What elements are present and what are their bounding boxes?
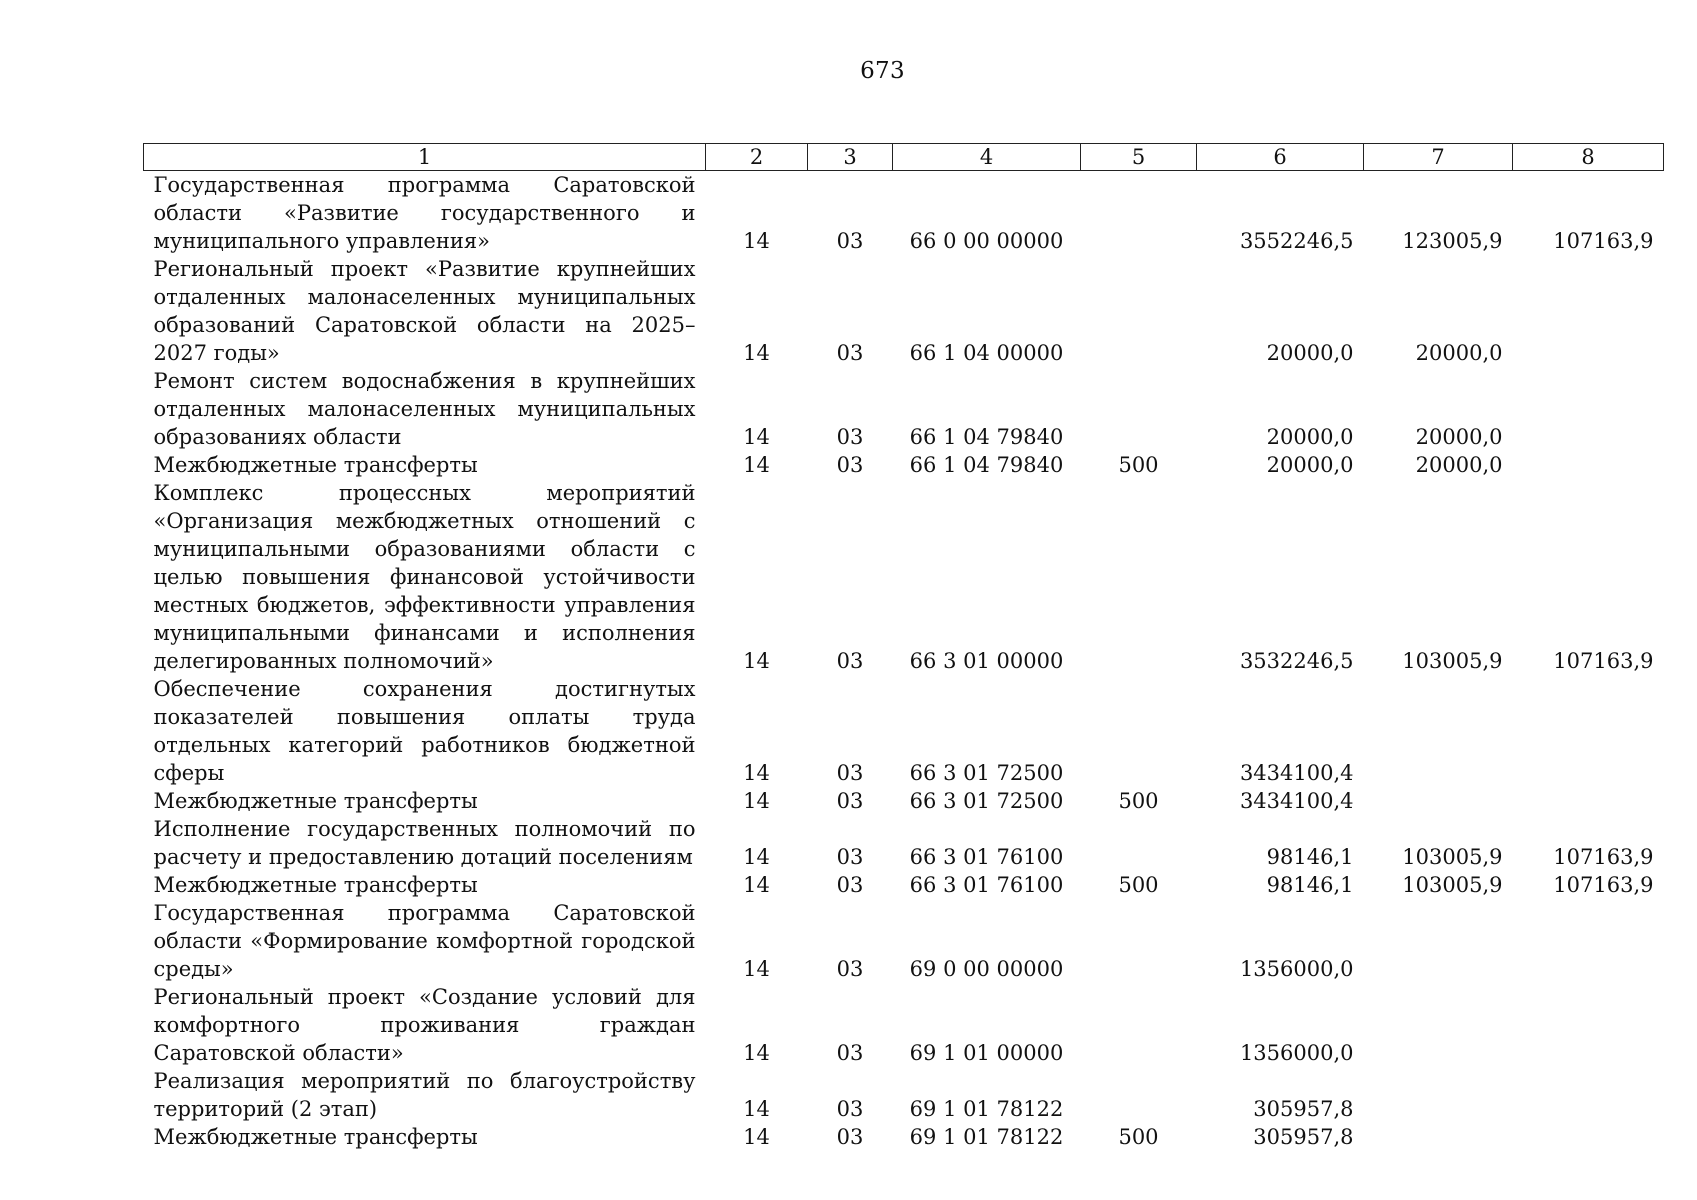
row-name: Реализация мероприятий по благоустройству территорий (2 этап) — [153, 1069, 696, 1121]
row-subsection: 03 — [836, 957, 864, 981]
header-row — [144, 144, 1664, 171]
row-expense-type — [1081, 899, 1197, 983]
budget-table — [143, 143, 1664, 1151]
row-target-code: 69 1 01 78122 — [909, 1125, 1064, 1149]
header-col-4: 4 — [893, 144, 1081, 171]
row-target-code: 66 3 01 00000 — [909, 649, 1064, 673]
row-name: Межбюджетные трансферты — [153, 1125, 478, 1149]
row-value-col6: 98146,1 — [1266, 845, 1354, 869]
row-subsection: 03 — [836, 845, 864, 869]
row-value-col6: 1356000,0 — [1239, 1041, 1354, 1065]
row-section: 14 — [743, 1125, 770, 1149]
row-expense-type — [1081, 675, 1197, 787]
row-target-code: 66 1 04 00000 — [909, 341, 1064, 365]
row-section: 14 — [743, 453, 770, 477]
row-subsection: 03 — [836, 229, 864, 253]
row-expense-type — [1081, 171, 1197, 256]
row-section: 14 — [743, 761, 770, 785]
row-section: 14 — [743, 425, 770, 449]
table-row — [144, 787, 1664, 815]
row-value-col7: 103005,9 — [1402, 873, 1503, 897]
row-expense-type — [1081, 479, 1197, 675]
table-row — [144, 815, 1664, 871]
row-value-col7 — [1364, 675, 1513, 787]
table-row — [144, 367, 1664, 451]
row-section: 14 — [743, 649, 770, 673]
header-col-6: 6 — [1197, 144, 1364, 171]
row-target-code: 66 3 01 76100 — [909, 845, 1064, 869]
row-subsection: 03 — [836, 873, 864, 897]
row-value-col8 — [1513, 899, 1664, 983]
row-subsection: 03 — [836, 1041, 864, 1065]
header-col-1: 1 — [144, 144, 706, 171]
row-value-col6: 3434100,4 — [1239, 761, 1354, 785]
table-row — [144, 479, 1664, 675]
row-subsection: 03 — [836, 649, 864, 673]
row-value-col7 — [1364, 1123, 1513, 1151]
row-value-col6: 20000,0 — [1266, 425, 1354, 449]
row-value-col6: 305957,8 — [1253, 1097, 1354, 1121]
table-header — [144, 144, 1664, 171]
row-target-code: 66 3 01 72500 — [909, 761, 1064, 785]
row-value-col7 — [1364, 899, 1513, 983]
row-value-col8 — [1513, 675, 1664, 787]
row-name: Комплекс процессных мероприятий «Организация межбюджетных отношений с муниципальными образованиями области с целью повышения финансовой устойчивости местных бюджетов, эффективности управления муниципальными финансами и исполнения делегированных полномочий» — [153, 481, 696, 673]
row-target-code: 66 1 04 79840 — [909, 425, 1064, 449]
row-section: 14 — [743, 957, 770, 981]
row-subsection: 03 — [836, 341, 864, 365]
row-target-code: 66 1 04 79840 — [909, 453, 1064, 477]
row-name: Исполнение государственных полномочий по расчету и предоставлению дотаций поселениям — [153, 817, 696, 869]
row-name: Государственная программа Саратовской области «Формирование комфортной городской среды» — [153, 901, 696, 981]
row-section: 14 — [743, 845, 770, 869]
row-expense-type — [1081, 983, 1197, 1067]
row-value-col7: 103005,9 — [1402, 845, 1503, 869]
row-value-col8: 107163,9 — [1553, 873, 1654, 897]
page-number: 673 — [860, 58, 905, 84]
table-row — [144, 675, 1664, 787]
row-subsection: 03 — [836, 1125, 864, 1149]
row-name: Межбюджетные трансферты — [153, 873, 478, 897]
row-name: Ремонт систем водоснабжения в крупнейших отдаленных малонаселенных муниципальных образованиях области — [153, 369, 696, 449]
row-target-code: 66 0 00 00000 — [909, 229, 1064, 253]
row-section: 14 — [743, 229, 770, 253]
header-col-8: 8 — [1513, 144, 1664, 171]
row-expense-type: 500 — [1118, 453, 1159, 477]
row-value-col6: 20000,0 — [1266, 341, 1354, 365]
row-value-col6: 3532246,5 — [1239, 649, 1354, 673]
row-name: Межбюджетные трансферты — [153, 789, 478, 813]
row-expense-type: 500 — [1118, 1125, 1159, 1149]
row-expense-type — [1081, 1067, 1197, 1123]
row-value-col8 — [1513, 787, 1664, 815]
table-row — [144, 1067, 1664, 1123]
row-value-col6: 20000,0 — [1266, 453, 1354, 477]
header-col-5: 5 — [1081, 144, 1197, 171]
row-name: Государственная программа Саратовской области «Развитие государственного и муниципального управления» — [153, 173, 696, 253]
row-value-col6: 305957,8 — [1253, 1125, 1354, 1149]
row-value-col8 — [1513, 367, 1664, 451]
row-value-col7 — [1364, 1067, 1513, 1123]
row-value-col8 — [1513, 983, 1664, 1067]
table-body — [144, 171, 1664, 1152]
row-target-code: 66 3 01 72500 — [909, 789, 1064, 813]
row-target-code: 69 1 01 78122 — [909, 1097, 1064, 1121]
row-name: Региональный проект «Развитие крупнейших отдаленных малонаселенных муниципальных образований Саратовской области на 2025–2027 годы» — [153, 257, 696, 365]
row-subsection: 03 — [836, 425, 864, 449]
row-section: 14 — [743, 789, 770, 813]
row-subsection: 03 — [836, 1097, 864, 1121]
row-expense-type — [1081, 367, 1197, 451]
row-expense-type — [1081, 815, 1197, 871]
row-value-col8: 107163,9 — [1553, 229, 1654, 253]
row-subsection: 03 — [836, 789, 864, 813]
row-value-col7: 20000,0 — [1415, 425, 1503, 449]
table-row — [144, 255, 1664, 367]
table-row — [144, 899, 1664, 983]
row-section: 14 — [743, 1097, 770, 1121]
row-value-col7 — [1364, 983, 1513, 1067]
header-col-2: 2 — [706, 144, 808, 171]
row-section: 14 — [743, 1041, 770, 1065]
row-value-col8: 107163,9 — [1553, 845, 1654, 869]
row-value-col7: 20000,0 — [1415, 341, 1503, 365]
row-expense-type — [1081, 255, 1197, 367]
row-value-col6: 1356000,0 — [1239, 957, 1354, 981]
table-row — [144, 983, 1664, 1067]
row-value-col8: 107163,9 — [1553, 649, 1654, 673]
row-value-col8 — [1513, 1123, 1664, 1151]
row-value-col6: 3434100,4 — [1239, 789, 1354, 813]
row-value-col7: 20000,0 — [1415, 453, 1503, 477]
row-name: Обеспечение сохранения достигнутых показателей повышения оплаты труда отдельных категорий работников бюджетной сферы — [153, 677, 696, 785]
row-value-col7: 123005,9 — [1402, 229, 1503, 253]
row-target-code: 69 1 01 00000 — [909, 1041, 1064, 1065]
row-value-col8 — [1513, 451, 1664, 479]
row-target-code: 69 0 00 00000 — [909, 957, 1064, 981]
row-expense-type: 500 — [1118, 789, 1159, 813]
row-section: 14 — [743, 341, 770, 365]
row-target-code: 66 3 01 76100 — [909, 873, 1064, 897]
row-section: 14 — [743, 873, 770, 897]
row-subsection: 03 — [836, 761, 864, 785]
row-subsection: 03 — [836, 453, 864, 477]
header-col-3: 3 — [808, 144, 893, 171]
header-col-7: 7 — [1364, 144, 1513, 171]
row-expense-type: 500 — [1118, 873, 1159, 897]
table-row — [144, 1123, 1664, 1151]
row-value-col8 — [1513, 1067, 1664, 1123]
row-value-col7 — [1364, 787, 1513, 815]
row-name: Межбюджетные трансферты — [153, 453, 478, 477]
table-row — [144, 871, 1664, 899]
row-value-col6: 3552246,5 — [1239, 229, 1354, 253]
row-name: Региональный проект «Создание условий для комфортного проживания граждан Саратовской области» — [153, 985, 696, 1065]
row-value-col6: 98146,1 — [1266, 873, 1354, 897]
table-row — [144, 451, 1664, 479]
row-value-col8 — [1513, 255, 1664, 367]
table-row — [144, 171, 1664, 256]
row-value-col7: 103005,9 — [1402, 649, 1503, 673]
